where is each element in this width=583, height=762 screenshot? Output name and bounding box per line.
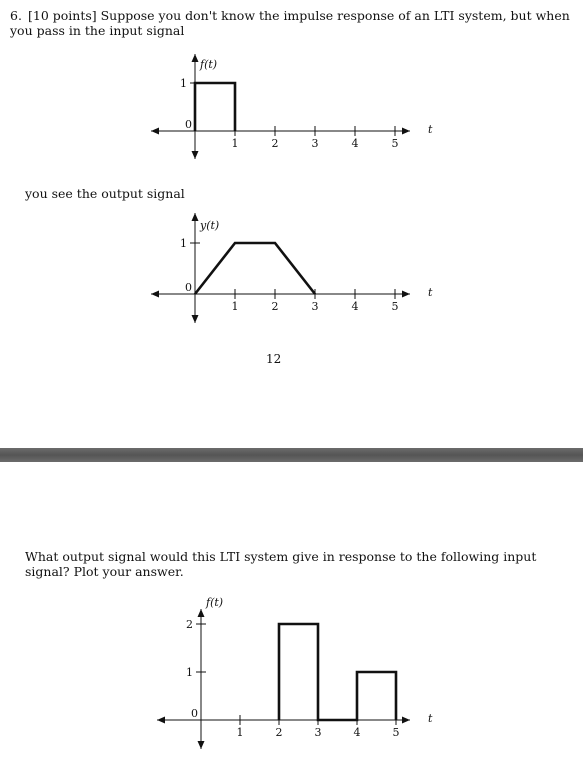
x-axis-label: t	[428, 286, 433, 299]
question-number: 6.	[10, 8, 22, 23]
signal-line	[195, 83, 235, 131]
x-tick-label: 5	[392, 726, 400, 739]
origin-label: 0	[185, 281, 192, 294]
x-tick-label: 2	[271, 137, 279, 150]
x-tick-label: 1	[236, 726, 244, 739]
signal-line	[279, 624, 396, 720]
origin-label: 0	[185, 118, 192, 131]
x-tick-label: 4	[351, 137, 359, 150]
y-axis-label: f(t)	[200, 58, 218, 71]
origin-label: 0	[191, 707, 198, 720]
y-axis-down-arrow-icon	[198, 741, 205, 749]
y-axis-up-arrow-icon	[198, 609, 205, 617]
question-intro-text: [10 points] Suppose you don't know the impulse response of an LTI system, but when you pass in the input signal	[10, 8, 570, 38]
y-axis-up-arrow-icon	[192, 213, 199, 221]
input-signal-plot	[0, 52, 583, 162]
x-tick-label: 1	[231, 137, 239, 150]
y-axis-label: f(t)	[206, 596, 224, 609]
x-axis-left-arrow-icon	[151, 291, 159, 298]
x-tick-label: 3	[314, 726, 322, 739]
signal-line	[195, 243, 315, 294]
x-axis-left-arrow-icon	[151, 128, 159, 135]
x-axis-left-arrow-icon	[157, 717, 165, 724]
x-tick-label: 3	[311, 137, 319, 150]
y-tick-label: 1	[180, 237, 187, 250]
x-axis-label: t	[428, 712, 433, 725]
x-tick-label: 3	[311, 300, 319, 313]
x-tick-label: 2	[271, 300, 279, 313]
y-tick-label: 2	[186, 618, 193, 631]
question-intro	[10, 8, 570, 38]
output-intro-text: you see the output signal	[25, 186, 185, 201]
x-tick-label: 5	[391, 300, 399, 313]
x-tick-label: 5	[391, 137, 399, 150]
y-axis-up-arrow-icon	[192, 54, 199, 62]
new-input-signal-plot	[0, 592, 583, 752]
y-axis-down-arrow-icon	[192, 151, 199, 159]
x-tick-label: 4	[351, 300, 359, 313]
y-axis-label: y(t)	[200, 219, 220, 232]
page-divider	[0, 448, 583, 462]
x-axis-right-arrow-icon	[402, 128, 410, 135]
x-tick-label: 2	[275, 726, 283, 739]
page-number: 12	[266, 352, 282, 366]
x-axis-label: t	[428, 123, 433, 136]
y-tick-label: 1	[186, 666, 193, 679]
y-axis-down-arrow-icon	[192, 315, 199, 323]
x-axis-right-arrow-icon	[402, 717, 410, 724]
followup-question-text: What output signal would this LTI system give in response to the following input signal? Plot your answer.	[25, 549, 537, 579]
x-axis-right-arrow-icon	[402, 291, 410, 298]
y-tick-label: 1	[180, 77, 187, 90]
x-tick-label: 1	[231, 300, 239, 313]
x-tick-label: 4	[353, 726, 361, 739]
output-signal-plot	[0, 210, 583, 325]
